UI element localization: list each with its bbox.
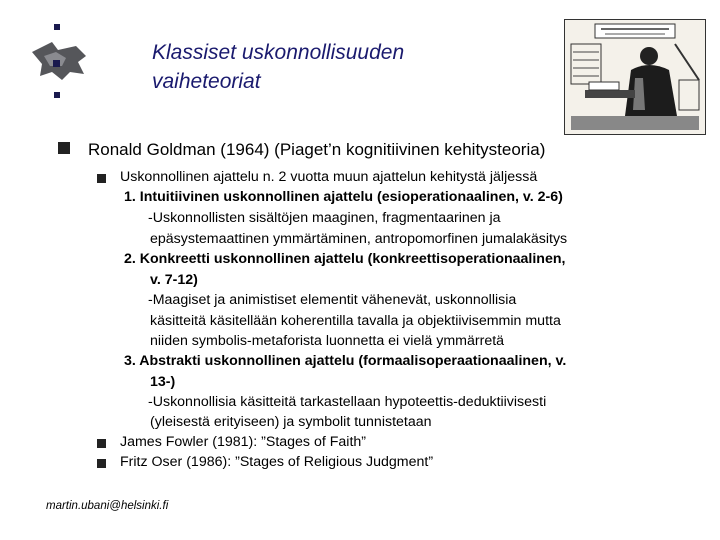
main-bullet-text: Ronald Goldman (1964) (Piaget’n kognitiivinen kehitysteoria)	[88, 140, 546, 159]
stage-3-desc-line-2: (yleisestä erityiseen) ja symbolit tunnistetaan	[150, 414, 432, 430]
stage-1-desc-line-1: -Uskonnollisten sisältöjen maaginen, fragmentaarinen ja	[148, 210, 501, 226]
stage-3-desc-line-1: -Uskonnollisia käsitteitä tarkastellaan hypoteettis-deduktiivisesti	[148, 394, 547, 410]
scholar-woodcut-image	[564, 19, 706, 135]
sub-bullet-square-icon	[97, 459, 106, 468]
university-logo	[22, 22, 92, 100]
title-line-2: vaiheteoriat	[152, 70, 261, 93]
stage-3-heading-line-1: 3. Abstrakti uskonnollinen ajattelu (formaalisoperaationaalinen, v.	[124, 353, 567, 369]
stage-2-heading-line-1: 2. Konkreetti uskonnollinen ajattelu (konkreettisoperationaalinen,	[124, 251, 566, 267]
stage-2-desc-line-2: käsitteitä käsitellään koherentilla tavalla ja objektiivisemmin mutta	[150, 313, 561, 329]
stage-2-desc-line-3: niiden symbolis-metaforista luonnetta ei vielä ymmärretä	[150, 333, 505, 349]
stage-2-desc-line-1: -Maagiset ja animistiset elementit vähenevät, uskonnollisia	[148, 292, 517, 308]
title-line-1: Klassiset uskonnollisuuden	[152, 41, 405, 64]
bullet-square-icon	[58, 142, 70, 154]
stage-2-heading-line-2: v. 7-12)	[150, 272, 198, 288]
author-email: martin.ubani@helsinki.fi	[46, 500, 169, 512]
sub-bullet-oser: Fritz Oser (1986): ”Stages of Religious Judgment”	[120, 454, 434, 470]
slide-title	[152, 38, 532, 96]
sub-bullet-fowler: James Fowler (1981): ”Stages of Faith”	[120, 434, 367, 450]
stage-3-heading-line-2: 13-)	[150, 374, 176, 390]
stage-1-heading: 1. Intuitiivinen uskonnollinen ajattelu (esioperationaalinen, v. 2-6)	[124, 189, 563, 205]
sub-bullet-square-icon	[97, 174, 106, 183]
stage-1-desc-line-2: epäsystemaattinen ymmärtäminen, antropomorfinen jumalakäsitys	[150, 231, 568, 247]
sub-bullet-square-icon	[97, 439, 106, 448]
sub-bullet-1: Uskonnollinen ajattelu n. 2 vuotta muun ajattelun kehitystä jäljessä	[120, 169, 538, 185]
